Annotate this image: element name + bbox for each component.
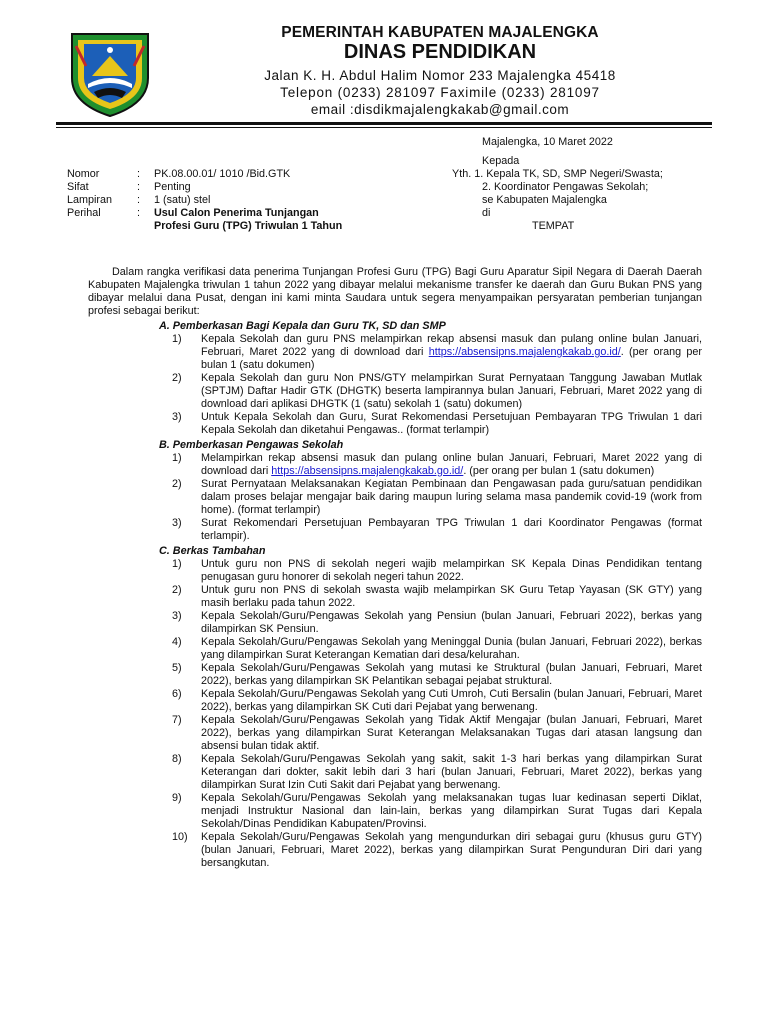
item-number: 1) <box>172 333 182 345</box>
office-address: Jalan K. H. Abdul Halim Nomor 233 Majalengka 45418 <box>264 68 616 83</box>
item-text-main: Untuk Kepala Sekolah dan Guru, Surat Rekomendasi Persetujuan Pembayaran TPG Triwulan 1 dari Kepala Sekolah dan diketahui Pengawas.. (format terlampir) <box>201 411 702 436</box>
meta-row-lampiran: Lampiran : 1 (satu) stel <box>67 194 384 207</box>
item-text <box>201 452 702 478</box>
list-item <box>172 714 702 753</box>
list-item <box>172 636 702 662</box>
item-text-main: Kepala Sekolah/Guru/Pengawas Sekolah yang Pensiun (bulan Januari, Februari 2022), berkas yang dilampirkan SK Pensiun. <box>201 610 702 635</box>
item-text <box>201 792 702 831</box>
absensi-link[interactable]: https://absensipns.majalengkakab.go.id/ <box>271 465 464 477</box>
item-number: 1) <box>172 558 182 570</box>
item-text <box>201 333 702 372</box>
section-a-list <box>88 333 702 437</box>
header-rule-thick <box>56 122 712 125</box>
meta-row-sifat: Sifat : Penting <box>67 181 384 194</box>
item-text-main: Kepala Sekolah/Guru/Pengawas Sekolah yang mengundurkan diri sebagai guru (khusus guru GTY) (bulan Januari, Februari, Maret 2022), berkas yang dilampirkan Surat Pengunduran Diri dari yang bersangkutan. <box>201 831 702 869</box>
section-c-list <box>88 558 702 870</box>
item-text <box>201 558 702 584</box>
item-text-main: Kepala Sekolah dan guru PNS melampirkan rekap absensi masuk dan pulang online bulan Januari, Februari, Maret 2022 yang di download dari <box>201 333 702 358</box>
item-text-main: Surat Rekomendari Persetujuan Pembayaran TPG Triwulan 1 dari Koordinator Pengawas (format terlampir). <box>201 517 702 542</box>
letter-meta <box>67 168 384 233</box>
meta-key: Perihal <box>67 207 101 219</box>
government-name: PEMERINTAH KABUPATEN MAJALENGKA <box>281 24 599 41</box>
list-item <box>172 688 702 714</box>
item-number: 2) <box>172 478 182 490</box>
item-text-tail: . (per orang per bulan 1 (satu dokumen) <box>201 346 702 371</box>
letterhead <box>230 24 650 117</box>
item-text-main: Untuk guru non PNS di sekolah negeri wajib melampirkan SK Kepala Dinas Pendidikan tentang penugasan guru honorer di sekolah negeri tahun 2022. <box>201 558 702 583</box>
item-number: 9) <box>172 792 182 804</box>
item-text <box>201 662 702 688</box>
item-text <box>201 517 702 543</box>
item-number: 8) <box>172 753 182 765</box>
list-item <box>172 792 702 831</box>
office-email: email :disdikmajalengkakab@gmail.com <box>310 102 570 117</box>
item-text-tail: . (per orang per bulan 1 (satu dokumen) <box>463 465 655 477</box>
item-text <box>201 753 702 792</box>
list-item <box>172 662 702 688</box>
item-number: 3) <box>172 411 182 423</box>
list-item <box>172 452 702 478</box>
item-text-main: Kepala Sekolah/Guru/Pengawas Sekolah yang Tidak Aktif Mengajar (bulan Januari, Februari, Maret 2022), berkas yang dilampirkan Surat Keterangan Melaksanakan Tugas dari atasan langsung dan absensi bulan tidak aktif. <box>201 714 702 752</box>
item-number: 3) <box>172 610 182 622</box>
recipient-line: TEMPAT <box>532 220 575 232</box>
recipient-line: 2. Koordinator Pengawas Sekolah; <box>482 181 649 193</box>
letter-date: Majalengka, 10 Maret 2022 <box>482 136 613 148</box>
intro-paragraph: Dalam rangka verifikasi data penerima Tunjangan Profesi Guru (TPG) Bagi Guru Aparatur Sipil Negara di Daerah Daerah Kabupaten Majalengka triwulan 1 tahun 2022 yang dibayar melalui mekanisme transfer ke daerah dan Guru Bukan PNS yang dibayar melalui dana Pusat, dengan ini kami minta Saudara untuk segera menyampaikan persyaratan pemberian tunjangan profesi sebagai berikut: <box>88 266 702 317</box>
item-text-main: Kepala Sekolah/Guru/Pengawas Sekolah yang mutasi ke Struktural (bulan Januari, Februari, Maret 2022), berkas yang dilampirkan SK Pelantikan sebagai pejabat struktural. <box>201 662 702 687</box>
item-text-main: Kepala Sekolah/Guru/Pengawas Sekolah yang sakit, sakit 1-3 hari berkas yang dilampirkan Surat Keterangan dari dokter, sakit lebih dari 3 hari (bulan Januari, Februari, Maret 2022), berkas yang dilampirkan Surat Izin Cuti Sakit dari Pejabat yang berwenang. <box>201 753 702 791</box>
letter-body <box>88 266 702 870</box>
item-text <box>201 372 702 411</box>
item-text <box>201 688 702 714</box>
item-number: 3) <box>172 517 182 529</box>
list-item <box>172 411 702 437</box>
section-b-title: B. Pemberkasan Pengawas Sekolah <box>159 439 344 451</box>
list-item <box>172 584 702 610</box>
item-number: 4) <box>172 636 182 648</box>
item-number: 1) <box>172 452 182 464</box>
item-number: 6) <box>172 688 182 700</box>
meta-row-nomor: Nomor : PK.08.00.01/ 1010 /Bid.GTK <box>67 168 384 181</box>
item-text-main: Kepala Sekolah/Guru/Pengawas Sekolah yang melaksanakan tugas luar kedinasan seperti Diklat, menjadi Instruktur Nasional dan lain-lain, berkas yang dilampirkan Surat Tugas dari Kepala Sekolah/Dinas Pendidikan Kabupaten/Provinsi. <box>201 792 702 830</box>
absensi-link[interactable]: https://absensipns.majalengkakab.go.id/ <box>428 346 621 358</box>
meta-value: 1 (satu) stel <box>154 194 211 206</box>
meta-value: Usul Calon Penerima Tunjangan <box>154 207 319 219</box>
item-number: 2) <box>172 372 182 384</box>
recipient-line: Yth. 1. Kepala TK, SD, SMP Negeri/Swasta; <box>452 168 663 180</box>
item-text <box>201 478 702 517</box>
kepada-label: Kepada <box>482 155 520 167</box>
item-text-main: Kepala Sekolah/Guru/Pengawas Sekolah yang Cuti Umroh, Cuti Bersalin (bulan Januari, Februari, Maret 2022), berkas yang dilampirkan SK Cuti dari Pejabat yang berwenang. <box>201 688 702 713</box>
item-text-main: Untuk guru non PNS di sekolah swasta wajib melampirkan SK Guru Tetap Yayasan (SK GTY) yang masih berlaku pada tahun 2022. <box>201 584 702 609</box>
office-phone: Telepon (0233) 281097 Faximile (0233) 281097 <box>280 85 600 100</box>
majalengka-emblem-icon <box>62 26 158 118</box>
item-text <box>201 411 702 437</box>
list-item <box>172 753 702 792</box>
recipient-line: di <box>482 207 491 219</box>
meta-row-perihal-cont <box>67 220 384 233</box>
section-c-title: C. Berkas Tambahan <box>159 545 266 557</box>
item-text-main: Melampirkan rekap absensi masuk dan pulang online bulan Januari, Februari, Maret 2022 yang di download dari <box>201 452 702 477</box>
item-text <box>201 714 702 753</box>
item-text <box>201 831 702 870</box>
item-number: 2) <box>172 584 182 596</box>
meta-key: Sifat <box>67 181 89 193</box>
header-rule-thin <box>56 127 712 128</box>
item-number: 5) <box>172 662 182 674</box>
item-text <box>201 636 702 662</box>
item-text <box>201 584 702 610</box>
section-a-title: A. Pemberkasan Bagi Kepala dan Guru TK, SD dan SMP <box>159 320 446 332</box>
item-text-main: Surat Pernyataan Melaksanakan Kegiatan Pembinaan dan Pengawasan pada guru/satuan pendidikan dalam proses belajar mengajar baik daring maupun luring selama masa pandemik covid-19 (work from home). (format terlampir) <box>201 478 702 516</box>
list-item <box>172 333 702 372</box>
list-item <box>172 558 702 584</box>
item-text-main: Kepala Sekolah dan guru Non PNS/GTY melampirkan Surat Pernyataan Tanggung Jawaban Mutlak (SPTJM) Daftar Hadir GTK (DHGTK) beserta lampirannya bulan Januari, Februari, Maret 2022 yang di download dari aplikasi DHGTK (1 (satu) sekolah 1 (satu) dokumen) <box>201 372 702 410</box>
item-text-main: Kepala Sekolah/Guru/Pengawas Sekolah yang Meninggal Dunia (bulan Januari, Februari 2022), berkas yang dilampirkan Surat Keterangan Kematian dari desa/kelurahan. <box>201 636 702 661</box>
list-item <box>172 831 702 870</box>
item-text <box>201 610 702 636</box>
meta-value: PK.08.00.01/ 1010 /Bid.GTK <box>154 168 291 180</box>
list-item <box>172 610 702 636</box>
perihal-line-2: Profesi Guru (TPG) Triwulan 1 Tahun <box>154 220 343 232</box>
agency-name: DINAS PENDIDIKAN <box>343 41 537 63</box>
meta-row-perihal: Perihal : Usul Calon Penerima Tunjangan <box>67 207 384 220</box>
list-item <box>172 372 702 411</box>
meta-key: Nomor <box>67 168 100 180</box>
recipient-line: se Kabupaten Majalengka <box>482 194 607 206</box>
section-b-list <box>88 452 702 543</box>
meta-value: Penting <box>154 181 191 193</box>
list-item <box>172 478 702 517</box>
meta-key: Lampiran <box>67 194 113 206</box>
list-item <box>172 517 702 543</box>
item-number: 7) <box>172 714 182 726</box>
item-number: 10) <box>172 831 188 843</box>
recipient-block <box>452 168 663 233</box>
